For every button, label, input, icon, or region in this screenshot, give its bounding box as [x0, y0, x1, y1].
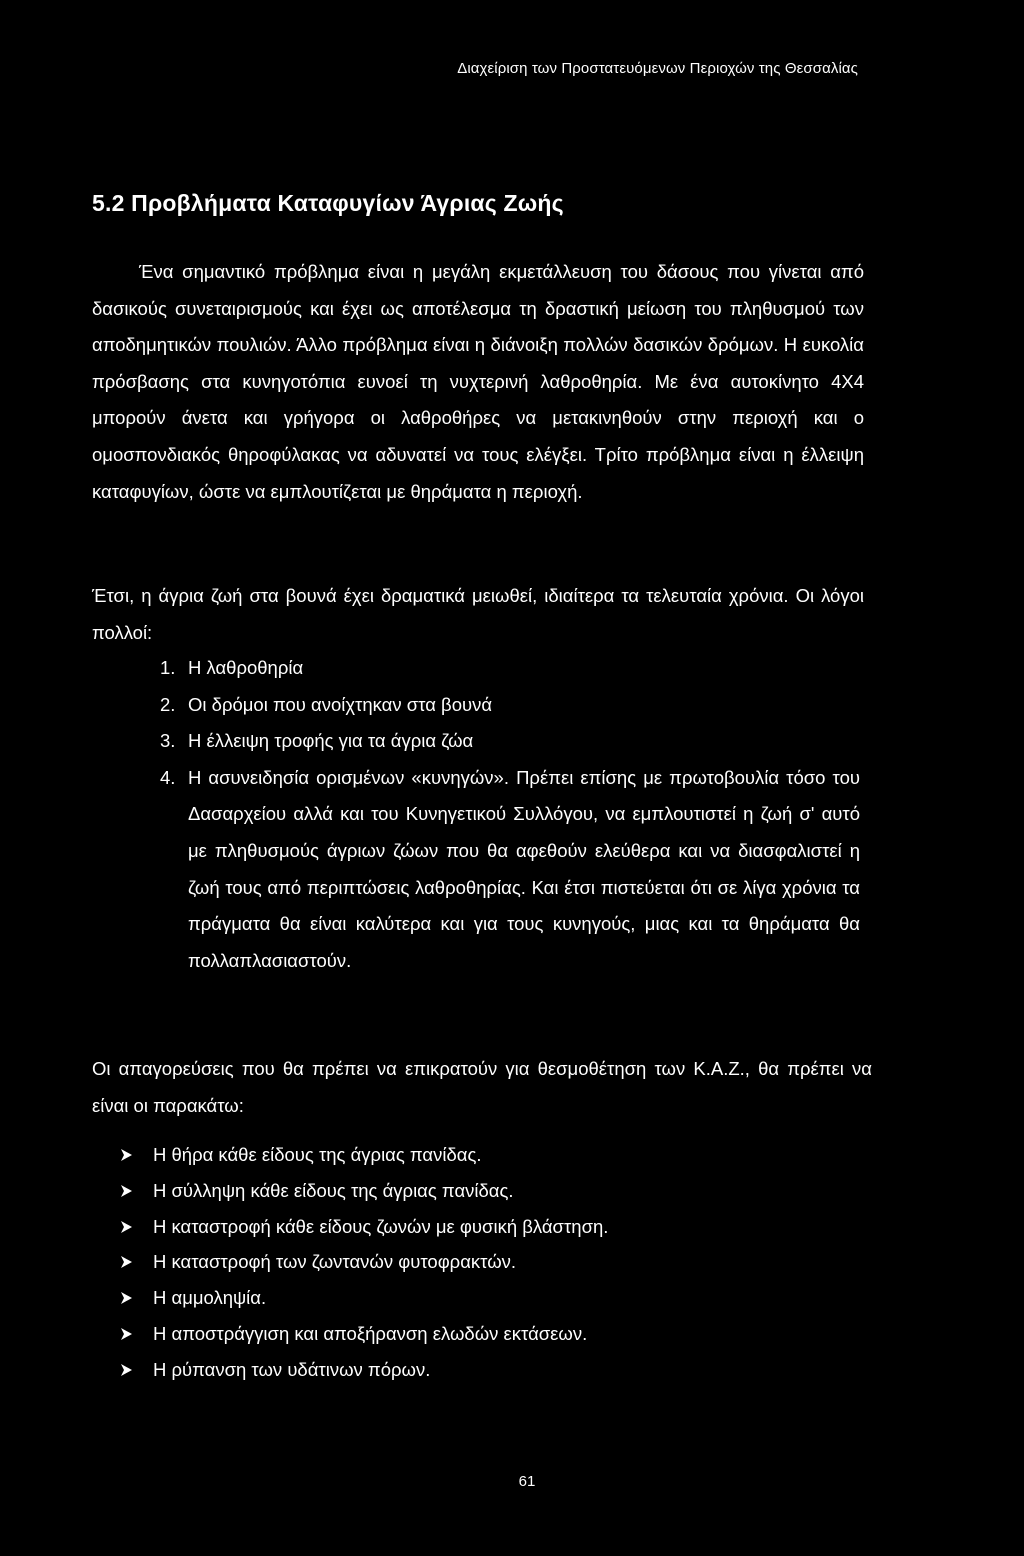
arrowhead-icon	[120, 1185, 132, 1197]
list-number: 1.	[160, 657, 176, 678]
list-item	[120, 1316, 608, 1352]
list-item-text: Η καταστροφή κάθε είδους ζωνών με φυσική βλάστηση.	[153, 1215, 609, 1237]
arrowhead-icon	[120, 1256, 132, 1268]
prohibitions-list	[120, 1137, 608, 1388]
list-item	[120, 1352, 608, 1388]
list-item-text: Η αποστράγγιση και αποξήρανση ελωδών εκτάσεων.	[153, 1322, 588, 1344]
list-item	[160, 650, 860, 687]
list-item	[160, 723, 860, 760]
paragraph-prohibitions-intro: Οι απαγορεύσεις που θα πρέπει να επικρατούν για θεσμοθέτηση των Κ.Α.Ζ., θα πρέπει να είναι οι παρακάτω:	[92, 1058, 872, 1116]
reasons-list	[160, 650, 860, 979]
paragraph-reasons-intro: Έτσι, η άγρια ζωή στα βουνά έχει δραματικά μειωθεί, ιδιαίτερα τα τελευταία χρόνια. Οι λόγοι πολλοί:	[92, 585, 864, 643]
list-item-text: Η σύλληψη κάθε είδους της άγριας πανίδας.	[153, 1179, 514, 1201]
page-number: 61	[518, 1473, 536, 1490]
list-item-text: Η καταστροφή των ζωντανών φυτοφρακτών.	[153, 1251, 517, 1273]
section-title: 5.2 Προβλήματα Καταφυγίων Άγριας Ζωής	[92, 190, 564, 216]
list-item-text: Η θήρα κάθε είδους της άγριας πανίδας.	[153, 1144, 482, 1165]
list-item-text: Οι δρόμοι που ανοίχτηκαν στα βουνά	[188, 693, 493, 715]
list-item-text: Η ασυνειδησία ορισμένων «κυνηγών». Πρέπει επίσης με πρωτοβουλία τόσο του Δασαρχείου αλλά και του Κυνηγετικού Συλλόγου, να εμπλουτιστεί η ζωή σ' αυτό με πληθυσμούς άγριων ζώων που θα αφεθούν ελεύθερα και να διασφαλιστεί η ζωή τους από περιπτώσεις λαθροθηρίας. Και έτσι πιστεύεται ότι σε λίγα χρόνια τα πράγματα θα είναι καλύτερα και για τους κυνηγούς, μιας και τα θηράματα θα πολλαπλασιαστούν.	[188, 766, 860, 971]
list-number: 4.	[160, 766, 176, 788]
list-item	[120, 1244, 608, 1280]
arrowhead-icon	[120, 1364, 132, 1376]
list-item-text: Η λαθροθηρία	[188, 657, 304, 678]
paragraph-intro: Ένα σημαντικό πρόβλημα είναι η μεγάλη εκμετάλλευση του δάσους που γίνεται από δασικούς συνεταιρισμούς και έχει ως αποτέλεσμα τη δραστική μείωση του πληθυσμού των αποδημητικών πουλιών. Άλλο πρόβλημα είναι η διάνοιξη πολλών δασικών δρόμων. Η ευκολία πρόσβασης στα κυνηγοτόπια ευνοεί τη νυχτερινή λαθροθηρία. Με ένα αυτοκίνητο 4Χ4 μπορούν άνετα και γρήγορα οι λαθροθήρες να μετακινηθούν στην περιοχή και ο ομοσπονδιακός θηροφύλακας να αδυνατεί να τους ελέγξει. Τρίτο πρόβλημα είναι η έλλειψη καταφυγίων, ώστε να εμπλουτίζεται με θηράματα η περιοχή.	[92, 261, 864, 502]
arrowhead-icon	[120, 1149, 132, 1161]
list-item	[120, 1280, 608, 1316]
running-header: Διαχείριση των Προστατευόμενων Περιοχών της Θεσσαλίας	[457, 60, 858, 77]
list-number: 3.	[160, 730, 176, 752]
list-item-text: Η αμμοληψία.	[153, 1287, 267, 1309]
arrowhead-icon	[120, 1328, 132, 1340]
list-item-text: Η έλλειψη τροφής για τα άγρια ζώα	[188, 730, 474, 752]
list-item	[160, 687, 860, 724]
arrowhead-icon	[120, 1292, 132, 1304]
list-item-text: Η ρύπανση των υδάτινων πόρων.	[153, 1358, 431, 1380]
list-number: 2.	[160, 693, 176, 715]
arrowhead-icon	[120, 1221, 132, 1233]
list-item	[160, 760, 860, 980]
list-item	[120, 1209, 608, 1245]
list-item	[120, 1173, 608, 1209]
list-item	[120, 1137, 608, 1173]
